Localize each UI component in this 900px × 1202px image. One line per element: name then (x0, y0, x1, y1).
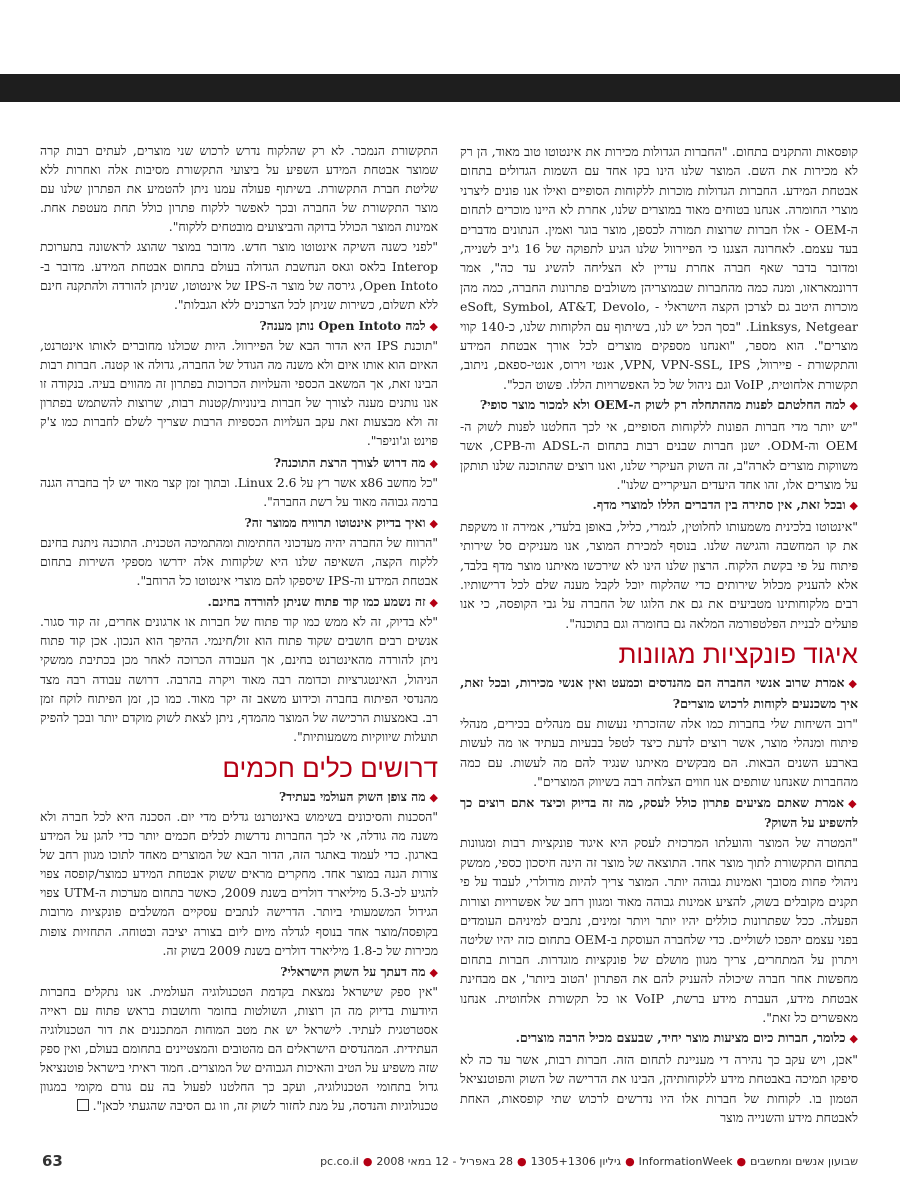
diamond-bullet-icon: ◆ (849, 1032, 858, 1046)
article-paragraph (460, 1050, 858, 1128)
paragraph-text: כלומר, חברות כיום מציעות מוצר יחיד, שבעצם מכיל הרבה מוצרים. (515, 1030, 846, 1046)
article-paragraph (40, 613, 438, 747)
interview-question (460, 395, 858, 415)
article-column-left (40, 142, 438, 1118)
paragraph-text: מה צופן השוק העולמי בעתיד? (278, 788, 426, 804)
paragraph-text: "המטרה של המוצר והועלתו המרכזית לעסק היא איגוד פונקציות רבות ומגוונות בתחום התקשורת לתוך מוצר אחד. התוצאה של מוצר זה הינה חיסכון כספי, ממשק ניהולי פחות מסובך ואמינות גבוהה יותר. המוצר צריך להיות מודולרי, לעבוד על פי תקנים מקובלים בשוק, להציע אמינות גבוהה מאוד ומגוון רחב של אפשרויות וצורות הפעלה. ככל שפתרונות כוללים יהיו יותר ויותר זמינים, נתבים למיניהם העומדים בפני עצמם יהפכו לשוליים. כדי שלחברה העוסקת ב-OEM בתחום כזה יהיו שליטה ויתרון על המתחרים, צריך מגוון מושלם של פונקציות מוגדרות. חברות בתחום מחפשות אחר חברה שיכולה להעניק להם את הפתרון 'הטוב ביותר', אם מבחינת אבטחת מידע, העברת מידע ברשת, VoIP או כל תקשורת אלחוטית. אנחנו מאפשרים כל זאת". (460, 835, 858, 1026)
paragraph-text: למה החלטתם לפנות מההתחלה רק לשוק ה-OEM ולא למכור מוצר סופי? (479, 397, 846, 413)
article-paragraph (460, 714, 858, 792)
paragraph-text: "תוכנת IPS היא הדור הבא של הפיירוול. היות שכולנו מחוברים לאותו אינטרנט, האיום הוא אותו איום ולא משנה מה הגודל של החברה, גדולה או קטנה. חברות רבות הבינו זאת, אך המשאב הכספי והעלויות הכרוכות בפתרון זה מהווים בעיה. בנקודה זו אנו נותנים מענה לצורך של חברות בינוניות/קטנות רבות, שרוצות להשתמש בפתרון זה ולא מבצעות זאת עקב העלויות הכספיות הרבות שצריך לשלם לחברות כמו צ'ק פוינט וג'וניפר". (40, 338, 438, 449)
interview-question (40, 453, 438, 473)
interview-question (40, 592, 438, 612)
diamond-bullet-icon: ◆ (429, 965, 438, 979)
footer-brand: InformationWeek (638, 1154, 733, 1168)
diamond-bullet-icon: ◆ (848, 796, 858, 810)
footer-bullet: ● (517, 1154, 527, 1168)
header-band (0, 74, 900, 102)
article-paragraph (40, 534, 438, 591)
interview-question (40, 513, 438, 533)
article-paragraph (460, 833, 858, 1027)
article-paragraph (460, 517, 858, 633)
article-paragraph (460, 417, 858, 495)
paragraph-text: קופסאות והתקנים בתחום. "החברות הגדולות מכירות את אינטוטו טוב מאוד, הן רק לא מכירות את השם. המוצר שלנו הינו בקו אחד עם השמות הגדולים בתחום אבטחת המידע. החברות הגדולות מוכרות ללקוחות הסופיים ואילו אנו פונים ליצרני מוצרי החומרה. אנחנו בטוחים מאוד במוצרים שלנו, אחרת לא היינו מוכרים לתחום ה-OEM - אלו חברות שרוצות תמורה לכספן, מוצר בוגר ואמין. הנתונים מדברים בעד עצמם. לאחרונה הצגנו כי הפיירוול שלנו הגיע לתפוקה של 16 ג'יב לשנייה, ומדובר בדבר שאף חברה אחרת עדיין לא הצליחה להשיג עד כה", אמר דרונמאראזו, ומנה כמה מהחברות שבמוצריהן משולבים פתרונות החברה, כמה מהן מוכרות היטב גם לצרכן הקצה הישראלי - eSoft, Symbol, AT&T, Devolo, Linksys, Netgear. "בסך הכל יש לנו, בשיתוף עם הלקוחות שלנו, כ-140 קווי מוצרים". הוא מספר, "ואנחנו מספקים מוצרים לכל אורך אבטחת המידע והתקשורת - פיירוול, VPN, VPN-SSL, IPS, אנטי וירוס, אנטי-ספאם, ניתוב, תקשורת אלחוטית, VoIP וגם ניהול של כל האפשרויות הללו. פשוט הכל". (460, 144, 859, 392)
diamond-bullet-icon: ◆ (429, 516, 438, 530)
paragraph-text: למה Open Intoto נותן מענה? (259, 317, 426, 333)
footer-bullet: ● (736, 1154, 747, 1168)
paragraph-text: אמרת שרוב אנשי החברה הם מהנדסים וכמעט ואין אנשי מכירות, ובכל זאת, איך משכנעים לקוחות לרכוש מוצרים? (460, 675, 858, 711)
paragraph-text: "אין ספק שישראל נמצאת בקדמת הטכנולוגיה העולמית. אנו נתקלים בחברות היודעות בדיוק מה הן רוצות, השולטות בחומר וחושבות בראש פתוח עם ראייה אסטרטגית לעתיד. לישראל יש את מטב המוחות המתכננים את דור הטכנולוגיה העתידית. המהנדסים הישראלים הם מהטובים והמצטיינים בתחומם בעולם, ואין ספק שזה משפיע על הטיב והאיכות הגבוהים של המוצרים. חמוד ראיתי בישראל פוטנציאל גדול בתחומי הטכנולוגיה, ועקב כך החלטנו לפעול בה עם גורם מקומי במגוון טכנולוגיות והנדסה, על מנת לחזור לשוק זה, וזו גם הסיבה שהגעתי לכאן". (40, 984, 438, 1114)
footer-bullet: ● (625, 1154, 635, 1168)
footer-bullet: ● (362, 1154, 373, 1168)
paragraph-text: מה דרוש לצורך הרצת התוכנה? (273, 454, 426, 470)
paragraph-text: דרושים כלים חכמים (222, 752, 438, 783)
paragraph-text: זה נשמע כמו קוד פתוח שניתן להורדה בחינם. (207, 594, 426, 610)
paragraph-text: ובכל זאת, אין סתירה בין הדברים הללו למוצרי מדף. (592, 497, 846, 513)
section-heading (40, 753, 438, 783)
interview-question (40, 787, 438, 807)
paragraph-text: "אינטוטו בלכינית משמעותו לחלוטין, לגמרי, כליל, באופן בלעדי, אמירה זו משקפת את קו המחשבה והגישה שלנו. בנוסף למכירת המוצר, אנו מעניקים סל שירותי פיתוח על פי בקשת הלקוח. הרצון שלנו הינו לא שירכשו מאיתנו מוצר מדף בלבד, אלא להעניק מכלול שירותים כדי שהלקוח יוכל לקבל מענה שלם לכל דרישותיו. רבים מלקוחותינו מטביעים את גם את הלוגו של החברה על גבי הקופסה, כי אנו פועלים לבניית הפלטפורמה המלאה גם בחומרה וגם בתוכנה". (460, 518, 858, 631)
paragraph-text: אמרת שאתם מציעים פתרון כולל לעסק, מה זה בדיוק וכיצד אתם רוצים כך להשפיע על השוק? (460, 794, 858, 830)
footer-issue: גיליון 1305+1306 (530, 1154, 622, 1168)
article-paragraph (40, 983, 438, 1117)
diamond-bullet-icon: ◆ (429, 319, 438, 333)
diamond-bullet-icon: ◆ (848, 677, 858, 691)
interview-question (40, 962, 438, 982)
paragraph-text: ואיך בדיוק אינטוטו תרוויח ממוצר זה? (244, 514, 426, 530)
article-column-right (460, 142, 858, 1129)
footer-site: pc.co.il (320, 1154, 359, 1168)
page-number: 63 (42, 1152, 63, 1170)
interview-question (460, 1028, 858, 1048)
paragraph-text: "הרווח של החברה יהיה מעדכוני החתימות ומהתמיכה הטכנית. התוכנה ניתנת בחינם ללקוח הקצה, השאיפה שלנו היא שלקוחות אלה ידרשו מספקי השירות בתחום אבטחת המידע וה-IPS שיספקו להם מוצרי אינטוטו כל הרוחב". (40, 535, 438, 589)
paragraph-text: "כל מחשב x86 אשר רץ על Linux 2.6. ובתוך זמן קצר מאוד יש לך בחברה הגנה ברמה גבוהה מאוד על רשת החברה". (40, 475, 439, 509)
diamond-bullet-icon: ◆ (849, 499, 858, 513)
paragraph-text: התקשורת הנמכר. לא רק שהלקוח נדרש לרכוש שני מוצרים, לעתים רבות קרה שמוצר אבטחת המידע השפיע על ביצועי התקשורת מסיבות אלה ואחרות ללא שליטת חברת התקשורת. בשיתוף פעולה עמנו ניתן להטמיע את הפתרון שלנו עם מוצר התקשורת של החברה ובכך לאפשר ללקוח פתרון כולל תחת מעטפת אחת. אמינות המוצר הכולל בדוקה והביצועים מובטחים ללקוח". (40, 144, 438, 235)
diamond-bullet-icon: ◆ (429, 790, 438, 804)
article-paragraph (40, 238, 438, 314)
article-paragraph (40, 337, 438, 452)
diamond-bullet-icon: ◆ (429, 456, 438, 470)
article-paragraph (40, 808, 438, 961)
footer-dates: 28 באפריל - 12 במאי 2008 (376, 1154, 514, 1168)
page-footer (42, 1152, 858, 1170)
article-paragraph (40, 474, 438, 512)
paragraph-text: מה דעתך על השוק הישראלי? (280, 963, 426, 979)
diamond-bullet-icon: ◆ (849, 399, 858, 413)
interview-question (460, 495, 858, 515)
paragraph-text: "הסכנות והסיכונים בשימוש באינטרנט גדלים מדי יום. הסכנה היא לכל חברה ולא משנה מה גודלה, אי לכך החברות נדרשות לכלים חכמים יותר כדי להגן על המידע בארגון. כדי לעמוד באתגר הזה, הדור הבא של המוצרים מאחד לתוכו מגוון רחב של צורות הגנה במוצר אחד. מחקרים מראים ששוק אבטחת המידע כמוצר/קופסה צפוי להגיע לכ-5.3 מיליארד דולרים בשנת 2009, כאשר בתחום מערכות ה-UTM צפוי הגידול המשמעותי ביותר. הדרישה לנתבים עסקיים המשלבים פונקציות מרובות בקופסה/מוצר אחד בנוסף לגדלה מיום ליום בצורה יציבה ובטוחה. התחזיות צופות מכירות של כ-1.8 מיליארד דולרים בשנת 2009 בשוק זה. (40, 810, 438, 958)
paragraph-text: "לפני כשנה השיקה אינטוטו מוצר חדש. מדובר במוצר שהוצג לראשונה בתערוכת Interop בלאס וגאס הנחשבת הגדולה בעולם בתחום אבטחת המידע. מדובר ב-Open Intoto, גירסה של מוצר ה-IPS של אינטוטו, שניתן להורדה ולהתקנה חינם ללא תשלום, כשירות שניתן לכל הצרכנים ללא הגבלות". (40, 240, 438, 312)
footer-magazine: שבועון אנשים ומחשבים (750, 1154, 858, 1168)
interview-question (40, 316, 438, 336)
end-of-article-icon (77, 1099, 89, 1111)
paragraph-text: "יש יותר מדי חברות הפונות ללקוחות הסופיים, אי לכך החלטנו לפנות לשוק ה-OEM וה-ODM. ישנן חברות שבנים רבות בתחום ה-ADSL וה-CPB, אשר משווקות מוצרים לארה"ב, זה השוק העיקרי שלנו, ואנו רוצים שהתוכנה שלנו תותקן על מוצרים אלו, זהו אחד היעדים העיקריים שלנו". (460, 418, 858, 492)
interview-question (460, 793, 858, 833)
article-paragraph (40, 142, 438, 237)
interview-question (460, 673, 858, 713)
section-heading (460, 639, 858, 669)
paragraph-text: "לא בדיוק, זה לא ממש כמו קוד פתוח של חברות או ארגונים אחרים, זה קוד סגור. אנשים רבים חושבים שקוד פתוח הוא זול/חינמי. ההיפך הוא הנכון. אכן קוד פתוח ניתן להורדה מהאינטרנט בחינם, אך העבודה הכרוכה לאחר מכן בכתיבת ממשקי הניהול, האינטגרציות וכדומה רבה מאוד ויקרה בהרבה. דרושה עבודה רבה מצד מהנדסי הפיתוח בחברה וכידוע משאב זה יקר מאוד. כמו כן, זמן הפיתוח לוקח זמן רב. באמצעות הרכישה של המוצר מהמדף, ניתן לצאת לשוק מוקדם יותר ובכך להפיק תועלות שיווקיות משמעותיות". (40, 615, 438, 744)
diamond-bullet-icon: ◆ (429, 596, 438, 610)
article-paragraph (460, 142, 858, 394)
paragraph-text: "רוב השיחות שלי בחברות כמו אלה שהזכרתי נעשות עם מנהלים בכירים, מנהלי פיתוח ומנהלי מוצר, אשר רוצים לדעת כיצד לטפל בבעיות בעתיד או מה לעשות בארבע השנים הבאות. הם מבקשים מאיתנו שנגיד להם מה לעשות. עם כמה מהחברות שאנחנו שותפים אנו חווים הצלחה רבה בשיווק המוצרים". (460, 715, 858, 790)
paragraph-text: איגוד פונקציות מגוונות (618, 639, 858, 670)
paragraph-text: "אכן, ויש עקב כך נהירה די מעניינת לתחום הזה. חברות רבות, אשר עד כה לא סיפקו תמיכה באבטחת מידע ללקוחותיהן, הבינו את הדרישה של השוק והפוטנציאל הטמון בו. לקוחות של חברות אלו היו נדרשים לרכוש שתי קופסאות, האחת לאבטחת מידע והשנייה מוצר (460, 1051, 858, 1126)
